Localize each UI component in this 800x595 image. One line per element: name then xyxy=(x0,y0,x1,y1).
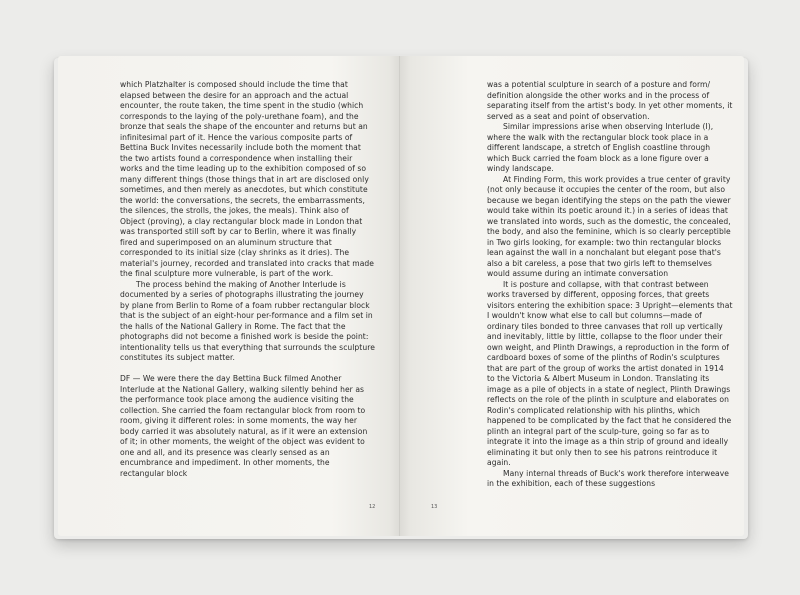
paragraph: Similar impressions arise when observing Interlude (I), where the walk with the rectangular block took place in a different landscape, a stretch of English coastline through which Buck carried the foam block as a lone figure over a windy landscape. xyxy=(487,122,714,173)
paragraph: The process behind the making of Another Interlude is documented by a series of photographs illustrating the journey by plane from Berlin to Rome of a foam rubber rectangular block that is the subject of an eight-hour per-formance and a film set in the halls of the National Gallery in Rome. The fact that the photographs did not become a finished work is beside the point: intentionality tells us that everything that surrounds the sculpture constitutes its subject matter. xyxy=(120,279,375,362)
left-page xyxy=(58,56,400,536)
left-page-text xyxy=(120,80,375,479)
paragraph: DF — We were there the day Bettina Buck filmed Another Interlude at the National Gallery, walking silently behind her as the performance took place among the audience visiting the collection. She carried the foam rectangular block from room to room, giving it different roles: in some moments, the way her body carried it was absolutely natural, as if it were an extension of it; in other moments, the weight of the object was evident to one and all, and its presence was clearly sensed as an encumbrance and impediment. In other moments, the rectangular block xyxy=(120,374,368,478)
right-page xyxy=(400,56,744,536)
page-number: 12 xyxy=(369,504,376,510)
page-number: 13 xyxy=(431,504,438,510)
paragraph: was a potential sculpture in search of a posture and form/ definition alongside the other works and in the process of separating itself from the artist's body. In yet other moments, it served as a seat and point of observation. xyxy=(487,80,733,121)
paragraph: It is posture and collapse, with that contrast between works traversed by different, opposing forces, that greets visitors entering the exhibition space: 3 Upright—elements that I wouldn't know what else to call but columns—made of ordinary tiles bonded to three canvases that roll up vertically and inevitably, little by little, collapse to the floor under their own weight, and Plinth Drawings, a reproduction in the form of cardboard boxes of some of the plinths of Rodin's sculptures that are part of the group of works the artist donated in 1914 to the Victoria & Albert Museum in London. Translating its image as a pile of objects in a state of neglect, Plinth Drawings reflects on the role of the plinth in sculpture and elaborates on Rodin's complicated relationship with his plinths, which happened to be complicated by the fact that he considered the plinth an integral part of the sculp-ture, going so far as to integrate it into the image as a thin strip of ground and ideally eliminating it but only then to see his patrons reintroduce it again. xyxy=(487,279,733,467)
right-page-text xyxy=(487,80,733,490)
paragraph: At Finding Form, this work provides a true center of gravity (not only because it occupies the center of the room, but also because we began identifying the steps on the path the viewer would take within its poetic around it.) in a series of ideas that we translated into words, such as the domestic, the concealed, the body, and also the feminine, which is so clearly perceptible in Two girls looking, for example: two thin rectangular blocks lean against the wall in a nonchalant but elegant pose that's also a bit careless, a pose that two girls left to themselves would assume during an intimate conversation xyxy=(487,174,731,278)
paragraph: Many internal threads of Buck's work therefore interweave in the exhibition, each of these suggestions xyxy=(487,468,730,488)
paragraph: which Platzhalter is composed should include the time that elapsed between the desire for an approach and the actual encounter, the route taken, the time spent in the studio (which corresponds to the laying of the poly-urethane foam), and the bronze that seals the shape of the encounter and returns but an infinitesimal part of it. Hence the various composite parts of Bettina Buck Invites necessarily include both the moment that the two artists found a correspondence when installing their works and the time leading up to the exhibition composed of so many different things (those things that in art are disclosed only sometimes, and then merely as anecdotes, but which constitute the world: the conversations, the secrets, the embarrassments, the silences, the strolls, the jokes, the meals). Think also of Object (proving), a clay rectangular block made in London that was transported still soft by car to Berlin, where it was finally fired and superimposed on an aluminum structure that corresponded to its initial size (clay shrinks as it dries). The material's journey, recorded and translated into cracks that made the final sculpture more vulnerable, is part of the work. xyxy=(120,80,375,278)
